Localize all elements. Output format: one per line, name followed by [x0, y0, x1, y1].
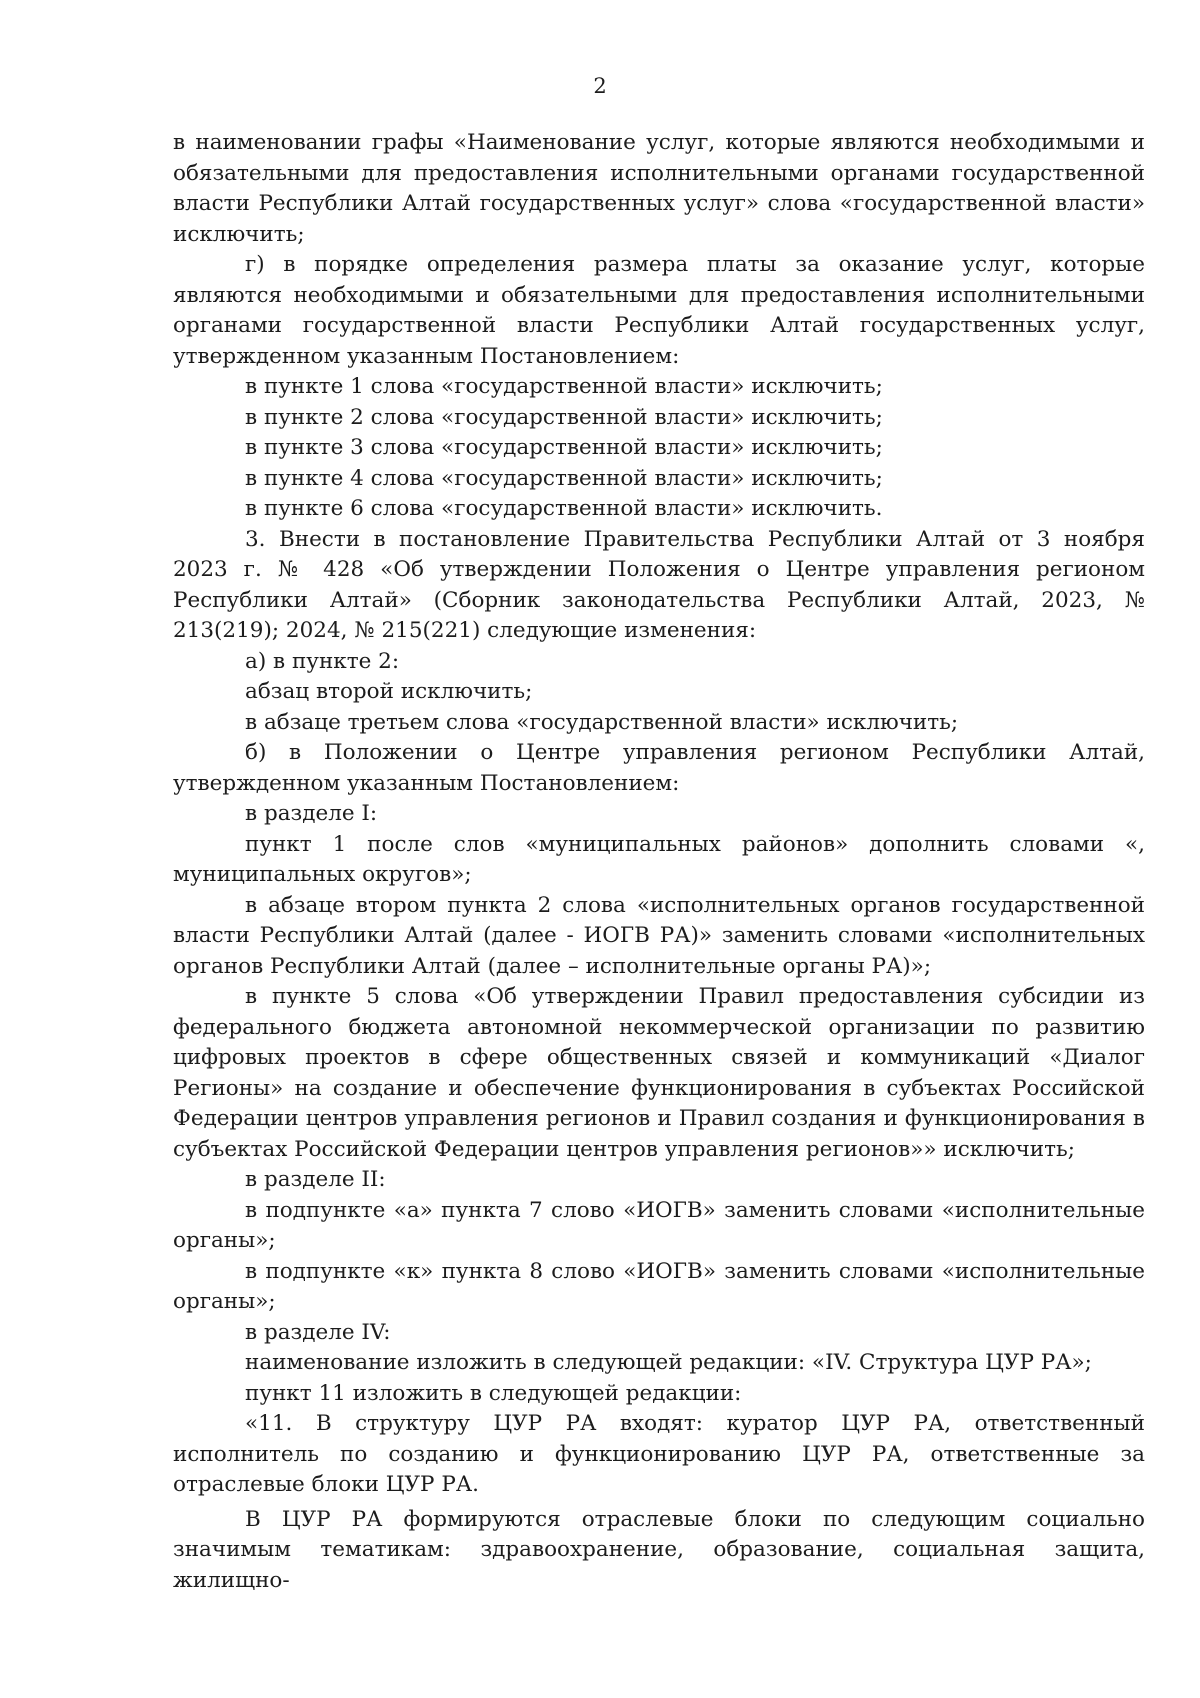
paragraph: в разделе II:	[245, 1167, 386, 1192]
paragraph: в подпункте «к» пункта 8 слово «ИОГВ» заменить словами «исполнительные органы»;	[173, 1258, 1145, 1314]
paragraph: в разделе IV:	[245, 1319, 391, 1345]
paragraph: в пункте 1 слова «государственной власти» исключить;	[245, 374, 883, 399]
document-body	[173, 128, 1145, 1596]
paragraph: в разделе I:	[245, 801, 378, 826]
paragraph: в пункте 5 слова «Об утверждении Правил предоставления субсидии из федерального бюджета автономной некоммерческой организации по развитию цифровых проектов в сфере общественных связей и коммуникаций «Диалог Регионы» на создание и обеспечение функционирования в субъектах Российской Федерации центров управления регионов и Правил создания и функционирования в субъектах Российской Федерации центров управления регионов»» исключить;	[173, 984, 1145, 1162]
paragraph: в пункте 3 слова «государственной власти» исключить;	[245, 435, 883, 460]
paragraph: в пункте 6 слова «государственной власти» исключить.	[245, 496, 883, 521]
paragraph: пункт 1 после слов «муниципальных районов» дополнить словами «, муниципальных округов»;	[173, 831, 1145, 887]
paragraph: в пункте 2 слова «государственной власти» исключить;	[245, 404, 883, 430]
paragraph: В ЦУР РА формируются отраслевые блоки по следующим социально значимым тематикам: здравоохранение, образование, социальная защита, жилищно-	[173, 1506, 1145, 1593]
paragraph: наименование изложить в следующей редакции: «IV. Структура ЦУР РА»;	[245, 1350, 1092, 1375]
page-number: 2	[593, 74, 607, 98]
paragraph: пункт 11 изложить в следующей редакции:	[245, 1380, 742, 1406]
paragraph: в абзаце третьем слова «государственной власти» исключить;	[245, 709, 959, 735]
paragraph: в пункте 4 слова «государственной власти» исключить;	[245, 465, 883, 491]
paragraph: а) в пункте 2:	[245, 648, 400, 674]
paragraph: б) в Положении о Центре управления регионом Республики Алтай, утвержденном указанным Постановлением:	[173, 740, 1145, 796]
paragraph: в наименовании графы «Наименование услуг, которые являются необходимыми и обязательными для предоставления исполнительными органами государственной власти Республики Алтай государственных услуг» слова «государственной власти» исключить;	[173, 130, 1145, 247]
paragraph: г) в порядке определения размера платы за оказание услуг, которые являются необходимыми и обязательными для предоставления исполнительными органами государственной власти Республики Алтай государственных услуг, утвержденном указанным Постановлением:	[173, 252, 1145, 369]
paragraph: в подпункте «а» пункта 7 слово «ИОГВ» заменить словами «исполнительные органы»;	[173, 1197, 1145, 1253]
paragraph: 3. Внести в постановление Правительства Республики Алтай от 3 ноября 2023 г. № 428 «Об утверждении Положения о Центре управления регионом Республики Алтай» (Сборник законодательства Республики Алтай, 2023, № 213(219); 2024, № 215(221) следующие изменения:	[173, 526, 1145, 643]
paragraph: в абзаце втором пункта 2 слова «исполнительных органов государственной власти Республики Алтай (далее - ИОГВ РА)» заменить словами «исполнительных органов Республики Алтай (далее – исполнительные органы РА)»;	[173, 892, 1145, 979]
paragraph: «11. В структуру ЦУР РА входят: куратор ЦУР РА, ответственный исполнитель по созданию и функционированию ЦУР РА, ответственные за отраслевые блоки ЦУР РА.	[173, 1411, 1145, 1497]
paragraph: абзац второй исключить;	[245, 679, 533, 704]
